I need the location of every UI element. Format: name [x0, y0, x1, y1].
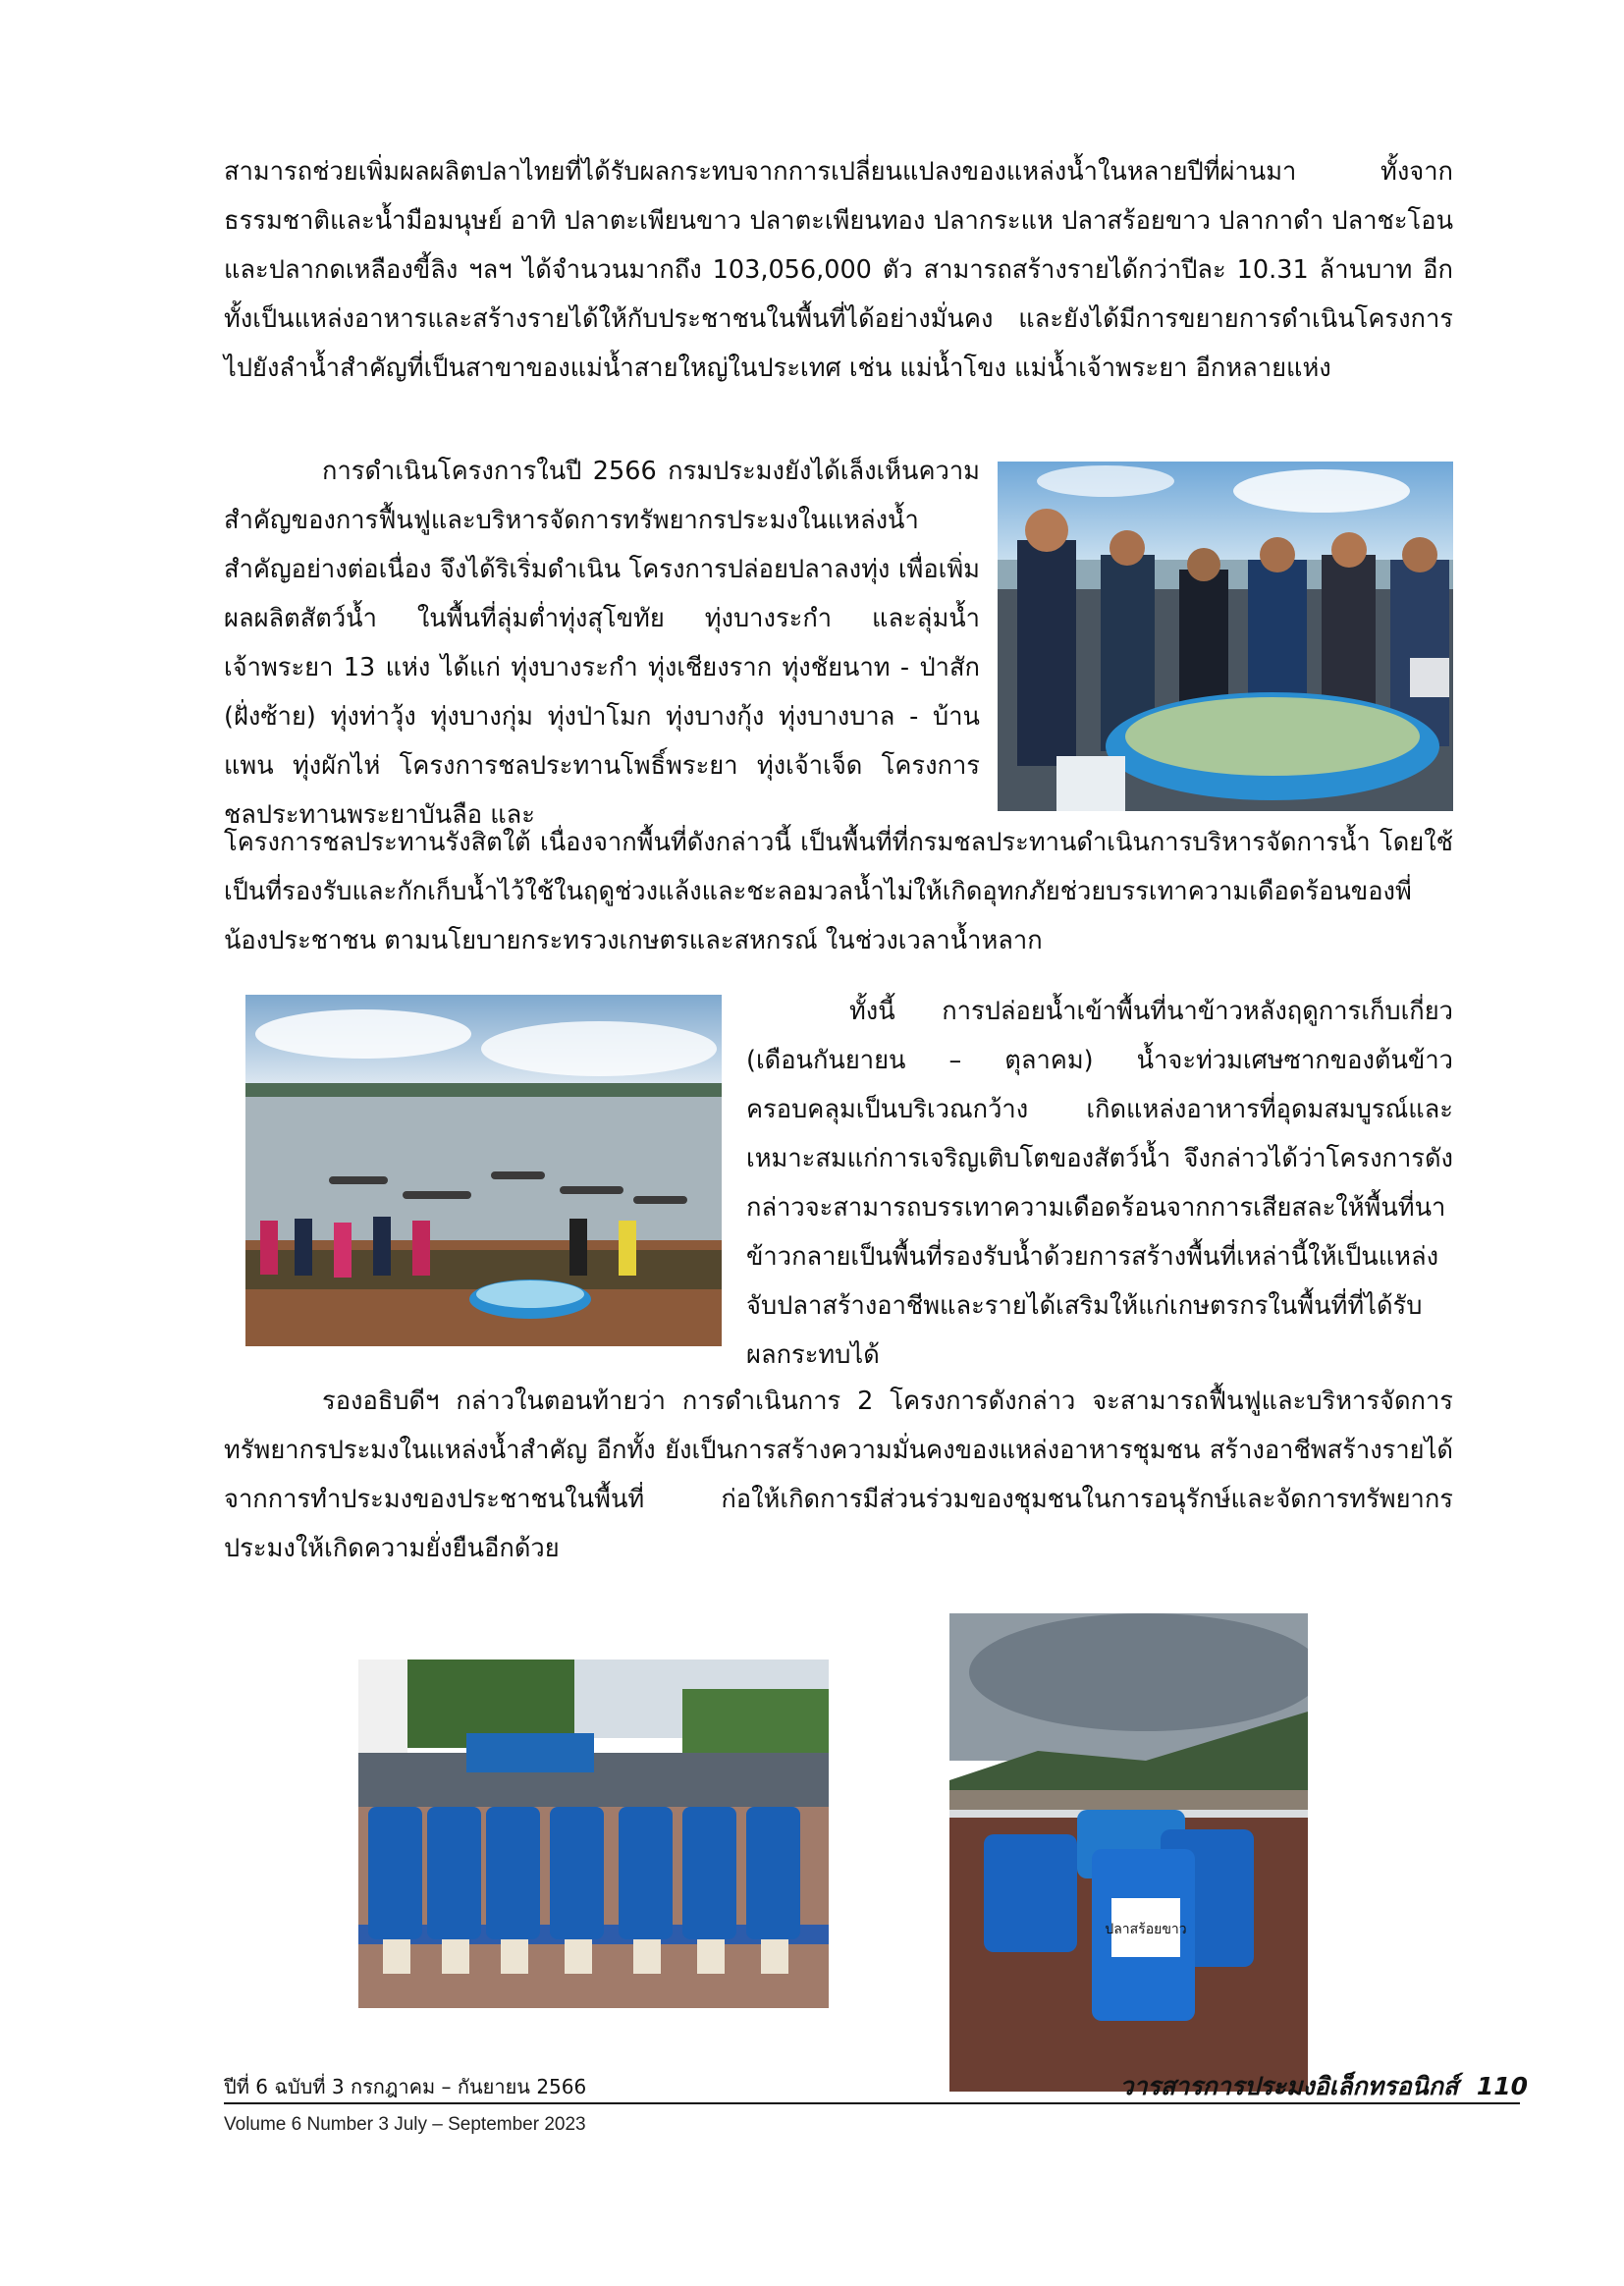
footer-rule [224, 2102, 1520, 2104]
paragraph-1: สามารถช่วยเพิ่มผลผลิตปลาไทยที่ได้รับผลกระทบจากการเปลี่ยนแปลงของแหล่งน้ำในหลายปีที่ผ่านมา ทั้งจากธรรมชาติและน้ำมือมนุษย์ อาทิ ปลาตะเพียนขาว ปลาตะเพียนทอง ปลากระแห ปลาสร้อยขาว ปลากาดำ ปลาชะโอน และปลากดเหลืองขี้ลิง ฯลฯ ได้จำนวนมากถึง 103,056,000 ตัว สามารถสร้างรายได้กว่าปีละ 10.31 ล้านบาท อีกทั้งเป็นแหล่งอาหารและสร้างรายได้ให้กับประชาชนในพื้นที่ได้อย่างมั่นคง และยังได้มีการขยายการดำเนินโครงการไปยังลำน้ำสำคัญที่เป็นสาขาของแม่น้ำสายใหญ่ในประเทศ เช่น แม่น้ำโขง แม่น้ำเจ้าพระยา อีกหลายแห่ง [224, 157, 1453, 383]
issue-thai: ปีที่ 6 ฉบับที่ 3 กรกฎาคม – กันยายน 2566 [224, 2075, 587, 2098]
photo-boats-flooded-field [245, 995, 722, 1346]
page-number: 110 [1476, 2072, 1528, 2100]
paragraph-2: การดำเนินโครงการในปี 2566 กรมประมงยังได้เล็งเห็นความสำคัญของการฟื้นฟูและบริหารจัดการทรัพยากรประมงในแหล่งน้ำสำคัญอย่างต่อเนื่อง จึงได้ริเริ่มดำเนิน โครงการปล่อยปลาลงทุ่ง เพื่อเพิ่มผลผลิตสัตว์น้ำ ในพื้นที่ลุ่มต่ำทุ่งสุโขทัย ทุ่งบางระกำ และลุ่มน้ำเจ้าพระยา 13 แห่ง ได้แก่ ทุ่งบางระกำ ทุ่งเชียงราก ทุ่งชัยนาท - ป่าสัก (ฝั่งซ้าย) ทุ่งท่าวุ้ง ทุ่งบางกุ่ม ทุ่งป่าโมก ทุ่งบางกุ้ง ทุ่งบางบาล - บ้านแพน ทุ่งผักไห่ โครงการชลประทานโพธิ์พระยา ทุ่งเจ้าเจ็ด โครงการชลประทานพระยาบันลือ และ [224, 457, 980, 830]
paragraph-2-continued: โครงการชลประทานรังสิตใต้ เนื่องจากพื้นที่ดังกล่าวนี้ เป็นพื้นที่ที่กรมชลประทานดำเนินการบริหารจัดการน้ำ โดยใช้เป็นที่รองรับและกักเก็บน้ำไว้ใช้ในฤดูช่วงแล้งและชะลอมวลน้ำไม่ให้เกิดอุทกภัยช่วยบรรเทาความเดือดร้อนของพี่น้องประชาชน ตามนโยบายกระทรวงเกษตรและสหกรณ์ ในช่วงเวลาน้ำหลาก [224, 828, 1453, 955]
photo-officials-release-fish [998, 462, 1453, 811]
journal-title-and-page [1119, 2071, 1528, 2102]
photo-blue-hatchery-barrels [358, 1660, 829, 2008]
paragraph-3: ทั้งนี้ การปล่อยน้ำเข้าพื้นที่นาข้าวหลังฤดูการเก็บเกี่ยว (เดือนกันยายน – ตุลาคม) น้ำจะท่วมเศษซากของต้นข้าวครอบคลุมเป็นบริเวณกว้าง เกิดแหล่งอาหารที่อุดมสมบูรณ์และเหมาะสมแก่การเจริญเติบโตของสัตว์น้ำ จึงกล่าวได้ว่าโครงการดังกล่าวจะสามารถบรรเทาความเดือดร้อนจากการเสียสละให้พื้นที่นาข้าวกลายเป็นพื้นที่รองรับน้ำด้วยการสร้างพื้นที่เหล่านี้ให้เป็นแหล่งจับปลาสร้างอาชีพและรายได้เสริมให้แก่เกษตรกรในพื้นที่ที่ได้รับผลกระทบได้ [746, 997, 1453, 1370]
photo-barrels-by-river [949, 1613, 1308, 2092]
issue-english: Volume 6 Number 3 July – September 2023 [224, 2114, 586, 2135]
paragraph-4: รองอธิบดีฯ กล่าวในตอนท้ายว่า การดำเนินการ 2 โครงการดังกล่าว จะสามารถฟื้นฟูและบริหารจัดการทรัพยากรประมงในแหล่งน้ำสำคัญ อีกทั้ง ยังเป็นการสร้างความมั่นคงของแหล่งอาหารชุมชน สร้างอาชีพสร้างรายได้จากการทำประมงของประชาชนในพื้นที่ ก่อให้เกิดการมีส่วนร่วมของชุมชนในการอนุรักษ์และจัดการทรัพยากรประมงให้เกิดความยั่งยืนอีกด้วย [224, 1387, 1453, 1563]
journal-title: วารสารการประมงอิเล็กทรอนิกส์ [1119, 2072, 1459, 2100]
footer-issue [224, 2072, 1088, 2101]
barrel-label: ปลาสร้อยขาว [1105, 1922, 1187, 1937]
